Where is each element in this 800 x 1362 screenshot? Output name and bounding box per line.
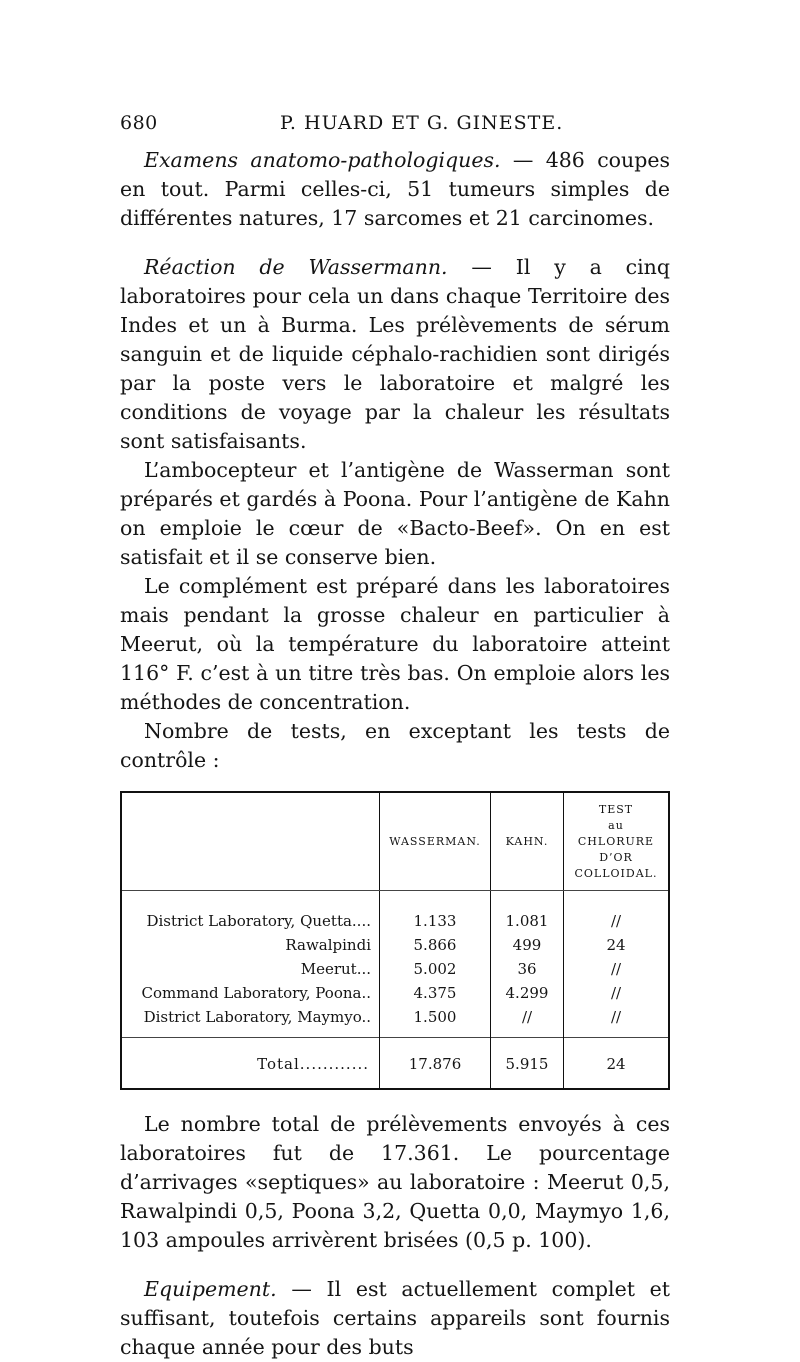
table-row (121, 981, 669, 1005)
header-wassermann: WASSERMAN. (380, 792, 491, 891)
row-label: Command Laboratory, Poona.. (141, 984, 371, 1002)
row-wassermann: 5.866 (380, 933, 491, 957)
equipement-text: — Il est actuellement complet et suffisant, toutefois certains appareils sont fournis chaque année pour des buts (120, 1277, 670, 1359)
row-kahn: 1.081 (491, 891, 564, 934)
examens-text: — 486 coupes en tout. Parmi celles-ci, 51 tumeurs simples de différentes natures, 17 sarcomes et 21 carcinomes. (120, 148, 670, 230)
header-test (564, 792, 670, 891)
row-kahn: 499 (491, 933, 564, 957)
paragraph-equipement (120, 1275, 670, 1362)
wassermann-text: — Il y a cinq laboratoires pour cela un dans chaque Territoire des Indes et un à Burma. Les prélèvements de sérum sanguin et de liquide céphalo-rachidien sont dirigés par la poste vers le laboratoire et malgré les conditions de voyage par la chaleur les résultats sont satisfaisants. (120, 255, 670, 453)
row-wassermann: 1.500 (380, 1005, 491, 1038)
equipement-lead: Equipement. (144, 1277, 277, 1301)
row-wassermann: 4.375 (380, 981, 491, 1005)
row-label: Rawalpindi (285, 936, 371, 954)
paragraph-complement: Le complément est préparé dans les laboratoires mais pendant la grosse chaleur en particulier à Meerut, où la température du laboratoire atteint 116° F. c’est à un titre très bas. On emploie alors les méthodes de concentration. (120, 574, 670, 714)
header-kahn: KAHN. (491, 792, 564, 891)
tests-table (120, 791, 670, 1090)
table-row (121, 1005, 669, 1038)
row-test: // (564, 981, 670, 1005)
table-row (121, 933, 669, 957)
row-wassermann: 1.133 (380, 891, 491, 934)
paragraph-nombre: Nombre de tests, en exceptant les tests de contrôle : (120, 719, 670, 772)
row-test: // (564, 957, 670, 981)
running-header (120, 112, 670, 146)
table-row (121, 891, 669, 934)
row-test: 24 (564, 933, 670, 957)
row-test: // (564, 1005, 670, 1038)
page-body (120, 112, 670, 1362)
total-kahn: 5.915 (491, 1038, 564, 1090)
row-kahn: 36 (491, 957, 564, 981)
paragraph-examens (120, 146, 670, 233)
total-label: Total............ (121, 1038, 380, 1090)
row-label: District Laboratory, Maymyo.. (143, 1008, 371, 1026)
row-label: District Laboratory, Quetta.... (146, 912, 371, 930)
header-blank (121, 792, 380, 891)
header-test-line3: CHLORURE D’OR (577, 834, 655, 864)
header-test-line4: COLLOIDAL. (574, 866, 658, 880)
row-label: Meerut... (300, 960, 371, 978)
row-test: // (564, 891, 670, 934)
paragraph-total: Le nombre total de prélèvements envoyés à ces laboratoires fut de 17.361. Le pourcentage d’arrivages «septiques» au laboratoire : Meerut 0,5, Rawalpindi 0,5, Poona 3,2, Quetta 0,0, Maymyo 1,6, 103 ampoules arrivèrent brisées (0,5 p. 100). (120, 1112, 670, 1252)
table-row (121, 957, 669, 981)
page-number: 680 (120, 112, 158, 134)
total-wassermann: 17.876 (380, 1038, 491, 1090)
header-test-line1: TEST (598, 802, 634, 816)
paragraph-ambocepteur: L’ambocepteur et l’antigène de Wasserman sont préparés et gardés à Poona. Pour l’antigène de Kahn on emploie le cœur de «Bacto-Beef». On en est satisfait et il se conserve bien. (120, 458, 670, 569)
examens-lead: Examens anatomo-pathologiques. (144, 148, 501, 172)
row-kahn: 4.299 (491, 981, 564, 1005)
running-title: P. HUARD ET G. GINESTE. (280, 112, 564, 134)
paragraph-wassermann (120, 253, 670, 456)
row-kahn: // (491, 1005, 564, 1038)
row-wassermann: 5.002 (380, 957, 491, 981)
table-total-row (121, 1038, 669, 1090)
table-header-row (121, 792, 669, 891)
wassermann-lead: Réaction de Wassermann. (144, 255, 448, 279)
header-test-line2: au (608, 818, 624, 832)
total-test: 24 (564, 1038, 670, 1090)
